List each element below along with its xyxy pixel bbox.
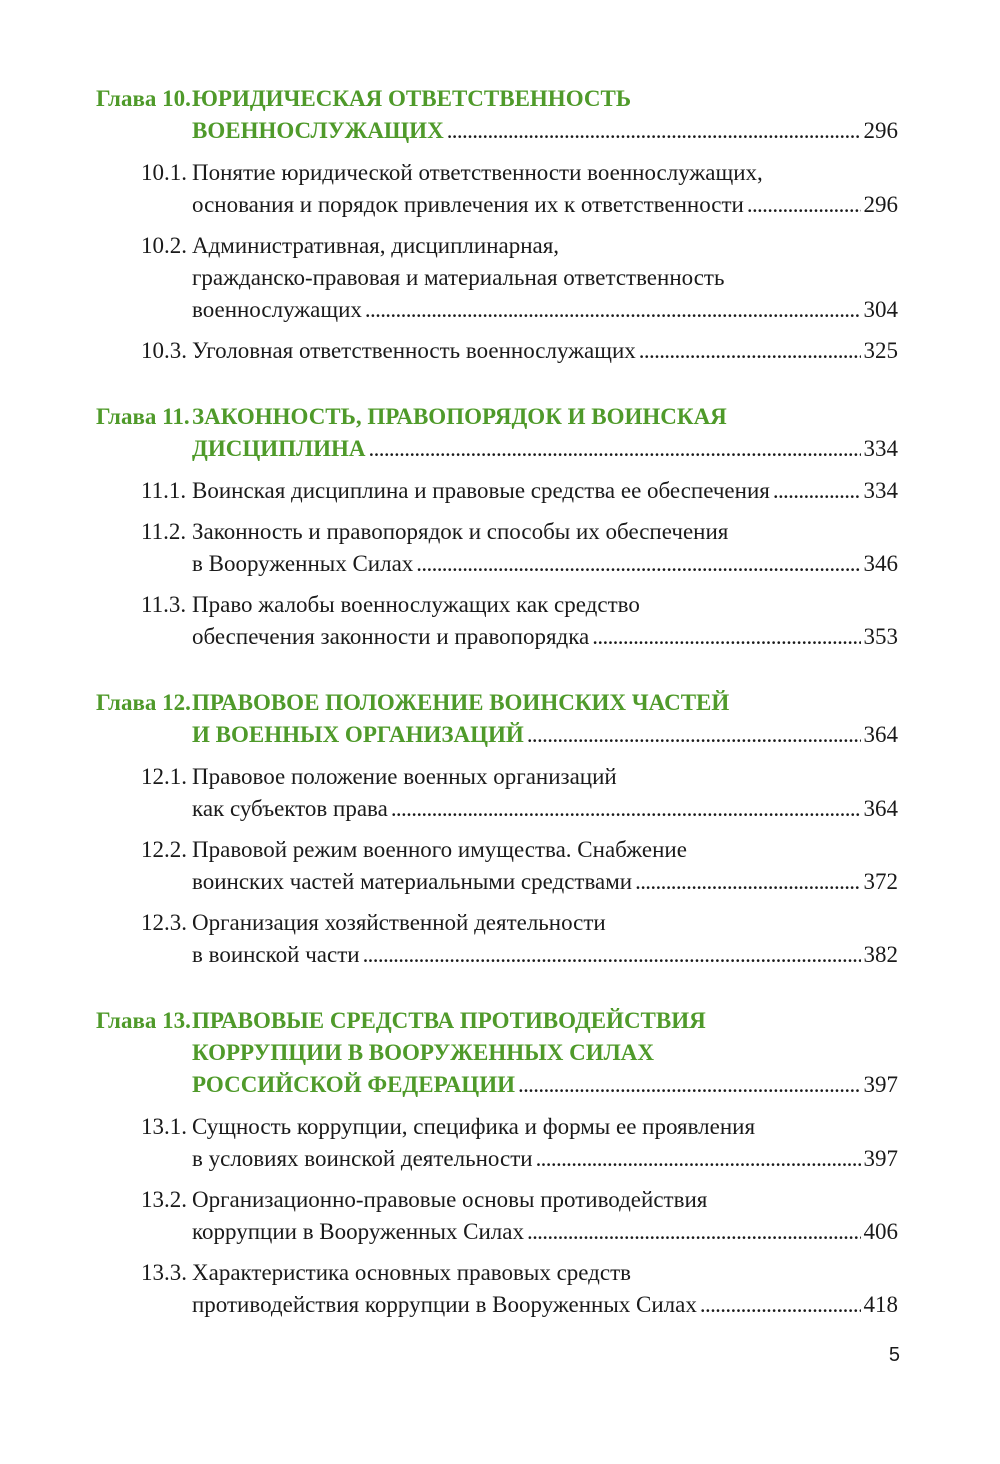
toc-section[interactable] [0, 834, 1000, 898]
section-title-text: как субъектов права [192, 796, 388, 821]
toc-section[interactable] [0, 907, 1000, 971]
section-list [0, 761, 1000, 971]
section-entry-line [0, 1216, 1000, 1248]
section-page-number: 397 [863, 1146, 898, 1171]
section-title-text: коррупции в Вооруженных Силах [192, 1219, 524, 1244]
section-page-number: 296 [863, 192, 898, 217]
dot-leader [527, 1216, 861, 1248]
dot-leader [365, 294, 861, 326]
section-title-text: Характеристика основных правовых средств [192, 1260, 631, 1285]
section-page-number: 346 [863, 551, 898, 576]
section-title-text: гражданско-правовая и материальная ответственность [192, 265, 725, 290]
section-page-number: 353 [863, 624, 898, 649]
section-number: 11.3. [141, 592, 187, 617]
chapter-title-text: ЮРИДИЧЕСКАЯ ОТВЕТСТВЕННОСТЬ [192, 86, 632, 111]
section-title-text: Сущность коррупции, специфика и формы ее проявления [192, 1114, 756, 1139]
chapter-label: Глава 11. [96, 404, 190, 429]
chapter-title-text: ДИСЦИПЛИНА [192, 436, 366, 461]
table-of-contents [0, 83, 1000, 1355]
chapter-title-text: ЗАКОННОСТЬ, ПРАВОПОРЯДОК И ВОИНСКАЯ [192, 404, 727, 429]
section-title-line [0, 1111, 1000, 1143]
chapter-title-line [0, 1005, 1000, 1037]
toc-section[interactable] [0, 157, 1000, 221]
toc-section[interactable] [0, 1184, 1000, 1248]
chapter-label: Глава 10. [96, 86, 191, 111]
toc-section[interactable] [0, 761, 1000, 825]
section-list [0, 1111, 1000, 1321]
chapter-page-number: 364 [863, 722, 898, 747]
chapter-entry-line[interactable] [0, 719, 1000, 751]
section-title-text: Право жалобы военнослужащих как средство [192, 592, 640, 617]
section-list [0, 157, 1000, 367]
section-title-text: Уголовная ответственность военнослужащих [192, 338, 636, 363]
section-number: 13.2. [141, 1187, 187, 1212]
section-number: 10.2. [141, 233, 187, 258]
section-title-text: Воинская дисциплина и правовые средства ее обеспечения [192, 478, 770, 503]
dot-leader [700, 1289, 861, 1321]
dot-leader [592, 621, 860, 653]
section-title-text: противодействия коррупции в Вооруженных Силах [192, 1292, 697, 1317]
section-title-line [0, 761, 1000, 793]
section-title-line [0, 230, 1000, 262]
chapter-page-number: 296 [863, 118, 898, 143]
chapter-label: Глава 13. [96, 1008, 191, 1033]
section-title-text: основания и порядок привлечения их к ответственности [192, 192, 744, 217]
section-title-line [0, 157, 1000, 189]
section-title-text: воинских частей материальными средствами [192, 869, 633, 894]
section-title-text: Законность и правопорядок и способы их обеспечения [192, 519, 729, 544]
section-title-text: Правовое положение военных организаций [192, 764, 617, 789]
section-entry-line [0, 475, 1000, 507]
section-entry-line [0, 866, 1000, 898]
section-number: 10.1. [141, 160, 187, 185]
section-title-text: военнослужащих [192, 297, 362, 322]
chapter-title-text: ПРАВОВОЕ ПОЛОЖЕНИЕ ВОИНСКИХ ЧАСТЕЙ [192, 690, 730, 715]
section-page-number: 334 [863, 478, 898, 503]
toc-section[interactable] [0, 475, 1000, 507]
section-title-line [0, 1184, 1000, 1216]
section-entry-line [0, 793, 1000, 825]
chapter-title-line [0, 687, 1000, 719]
chapter-title-text: ВОЕННОСЛУЖАЩИХ [192, 118, 444, 143]
chapter-label: Глава 12. [96, 690, 191, 715]
dot-leader [391, 793, 861, 825]
dot-leader [447, 115, 861, 147]
section-page-number: 364 [863, 796, 898, 821]
dot-leader [773, 475, 861, 507]
section-number: 12.3. [141, 910, 187, 935]
dot-leader [747, 189, 861, 221]
section-number: 10.3. [141, 338, 187, 363]
chapter-title-line [0, 1037, 1000, 1069]
section-number: 13.3. [141, 1260, 187, 1285]
chapter-page-number: 397 [863, 1072, 898, 1097]
section-entry-line [0, 335, 1000, 367]
section-title-line [0, 1257, 1000, 1289]
dot-leader [363, 939, 861, 971]
dot-leader [639, 335, 861, 367]
chapter-page-number: 334 [863, 436, 898, 461]
chapter-title-text: И ВОЕННЫХ ОРГАНИЗАЦИЙ [192, 722, 524, 747]
section-title-text: в условиях воинской деятельности [192, 1146, 533, 1171]
section-number: 11.2. [141, 519, 187, 544]
section-number: 12.1. [141, 764, 187, 789]
section-page-number: 382 [863, 942, 898, 967]
section-title-line [0, 589, 1000, 621]
section-page-number: 372 [863, 869, 898, 894]
dot-leader [369, 433, 861, 465]
dot-leader [527, 719, 861, 751]
toc-section[interactable] [0, 1111, 1000, 1175]
chapter-title-text: ПРАВОВЫЕ СРЕДСТВА ПРОТИВОДЕЙСТВИЯ [192, 1008, 706, 1033]
chapter-entry-line[interactable] [0, 115, 1000, 147]
section-title-text: Административная, дисциплинарная, [192, 233, 560, 258]
toc-chapter [0, 687, 1000, 971]
section-title-text: Организация хозяйственной деятельности [192, 910, 606, 935]
toc-chapter [0, 1005, 1000, 1321]
section-title-line [0, 907, 1000, 939]
section-page-number: 418 [863, 1292, 898, 1317]
dot-leader [536, 1143, 861, 1175]
toc-section[interactable] [0, 516, 1000, 580]
section-number: 11.1. [141, 478, 187, 503]
chapter-title-text: КОРРУПЦИИ В ВООРУЖЕННЫХ СИЛАХ [192, 1040, 654, 1065]
section-title-line [0, 262, 1000, 294]
chapter-title-line [0, 83, 1000, 115]
toc-section[interactable] [0, 1257, 1000, 1321]
chapter-title-text: РОССИЙСКОЙ ФЕДЕРАЦИИ [192, 1072, 515, 1097]
section-title-text: в Вооруженных Силах [192, 551, 414, 576]
toc-chapter [0, 83, 1000, 367]
chapter-title-line [0, 401, 1000, 433]
section-entry-line [0, 294, 1000, 326]
chapter-entry-line[interactable] [0, 1069, 1000, 1101]
toc-section[interactable] [0, 230, 1000, 326]
chapter-entry-line[interactable] [0, 433, 1000, 465]
section-entry-line [0, 548, 1000, 580]
section-title-text: Правовой режим военного имущества. Снабжение [192, 837, 687, 862]
section-title-line [0, 834, 1000, 866]
section-entry-line [0, 939, 1000, 971]
section-title-text: Понятие юридической ответственности военнослужащих, [192, 160, 763, 185]
section-title-text: в воинской части [192, 942, 360, 967]
section-title-line [0, 516, 1000, 548]
toc-section[interactable] [0, 589, 1000, 653]
section-entry-line [0, 1143, 1000, 1175]
page-number: 5 [888, 1344, 900, 1366]
section-page-number: 406 [863, 1219, 898, 1244]
section-number: 13.1. [141, 1114, 187, 1139]
section-number: 12.2. [141, 837, 187, 862]
dot-leader [416, 548, 860, 580]
section-title-text: обеспечения законности и правопорядка [192, 624, 590, 649]
dot-leader [635, 866, 860, 898]
section-page-number: 304 [863, 297, 898, 322]
section-list [0, 475, 1000, 653]
section-entry-line [0, 621, 1000, 653]
section-title-text: Организационно-правовые основы противодействия [192, 1187, 708, 1212]
section-entry-line [0, 1289, 1000, 1321]
toc-section[interactable] [0, 335, 1000, 367]
section-entry-line [0, 189, 1000, 221]
section-page-number: 325 [863, 338, 898, 363]
toc-chapter [0, 401, 1000, 653]
dot-leader [518, 1069, 861, 1101]
